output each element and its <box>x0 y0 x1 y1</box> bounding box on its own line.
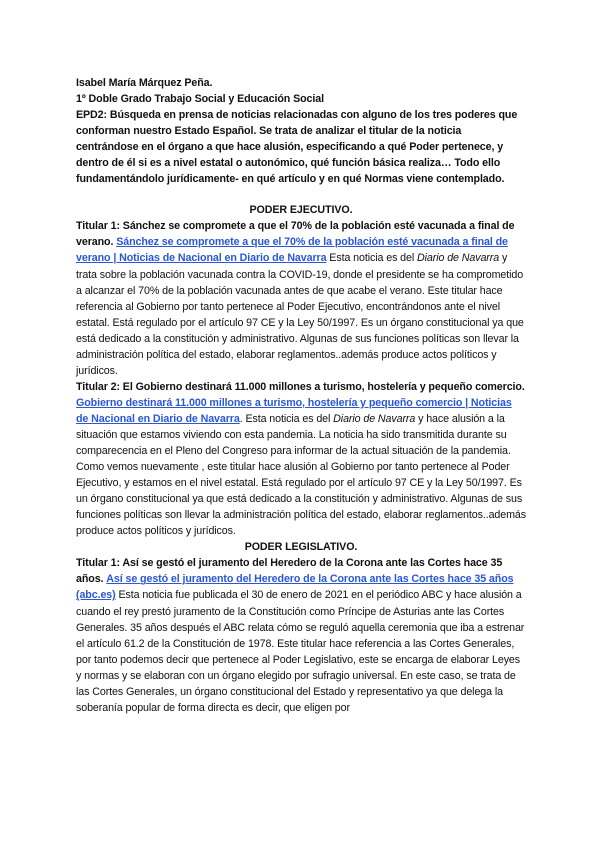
course-name: 1º Doble Grado Trabajo Social y Educación Social <box>76 93 324 106</box>
assignment-statement: EPD2: Búsqueda en prensa de noticias relacionadas con alguno de los tres poderes que conforman nuestro Estado Español. Se trata de analizar el titular de la noticia centrándose en el órgano a que hace alusión, especificando a qué Poder pertenece, y dentro de él si es a nivel estatal o autonómico, qué función básica realiza… Todo ello fundamentándolo jurídicamente- en qué artículo y en qué Normas viene contemplado. <box>76 109 518 186</box>
source-name: Diario de Navarra <box>417 252 500 265</box>
news-link-ejecutivo-1[interactable]: Sánchez se compromete a que el 70% de la población esté vacunada a final de verano | Noticias de Nacional en Diario de Navarra <box>76 236 508 265</box>
titular-body: Esta noticia fue publicada el 30 de enero de 2021 en el periódico ABC y hace alusión a cuando el rey prestó juramento de la Constitución como Príncipe de Asturias ante las Cortes Generales. 35 años después el ABC relata cómo se reguló aquella ceremonia que iba a estrenar el artículo 61.2 de la Constitución de 1978. Este titular hace referencia a las Cortes Generales, por tanto podemos decir que pertenece al Poder Legislativo, este se encarga de elaborar Leyes y normas y se elaboran con un órgano elegido por sufragio universal. En este caso, se trata de las Cortes Generales, un órgano constitucional del Estado y representativo ya que delega la soberanía popular de forma directa es decir, que eligen por <box>76 589 525 714</box>
heading-poder-ejecutivo: PODER EJECUTIVO. <box>249 204 353 217</box>
titular-body: y hace alusión a la situación que estamos viviendo con esta pandemia. La noticia ha sido transmitida durante su comparecencia en el Pleno del Congreso para informar de la actual situación de la pandemia. Como vemos nuevamente , este titular hace alusión al Gobierno por tanto pertenece al Poder Ejecutivo, y estamos en el nivel estatal. Está regulado por el artículo 97 CE y la Ley 50/1997. Es un órgano constitucional ya que está dedicado a la constitución y administrativo. Algunas de sus funciones políticas son llevar la administración política del estado, elaborar reglamentos..además produce actos políticos y jurídicos. <box>76 412 527 538</box>
source-name: Diario de Navarra <box>333 412 416 425</box>
ejecutivo-titular-2 <box>76 379 526 539</box>
titular-label: Titular 2: El Gobierno destinará 11.000 millones a turismo, hostelería y pequeño comercio. <box>76 380 525 393</box>
document-page <box>76 75 526 716</box>
titular-label: Titular 1: Sánchez se compromete a que el 70% de la población esté vacunada a final de verano. <box>76 220 515 249</box>
document-header <box>76 75 526 187</box>
titular-body: y trata sobre la población vacunada contra la COVID-19, donde el presidente se ha comprometido a alcanzar el 70% de la población vacunada antes de que acabe el verano. Este titular hace referencia al Gobierno por tanto pertenece al Poder Ejecutivo, encontrándonos ante el nivel estatal. Está regulado por el artículo 97 CE y la Ley 50/1997. Es un órgano constitucional ya que está dedicado a la constitución y administrativo. Algunas de sus funciones políticas son llevar la administración política del estado, elaborar reglamentos..además produce actos políticos y jurídicos. <box>76 252 524 377</box>
heading-poder-legislativo: PODER LEGISLATIVO. <box>244 541 358 554</box>
text-pre: Esta noticia es del <box>326 252 418 265</box>
titular-label: Titular 1: Así se gestó el juramento del Heredero de la Corona ante las Cortes hace 35 años. <box>76 557 503 586</box>
author-name: Isabel María Márquez Peña. <box>76 77 213 89</box>
news-link-ejecutivo-2[interactable]: Gobierno destinará 11.000 millones a turismo, hostelería y pequeño comercio | Noticias de Nacional en Diario de Navarra <box>76 396 512 425</box>
ejecutivo-titular-1 <box>76 218 526 378</box>
legislativo-titular-1 <box>76 555 526 715</box>
text-pre: . Esta noticia es del <box>239 412 334 425</box>
news-link-legislativo-1[interactable]: Así se gestó el juramento del Heredero de la Corona ante las Cortes hace 35 años (abc.es) <box>76 573 514 602</box>
